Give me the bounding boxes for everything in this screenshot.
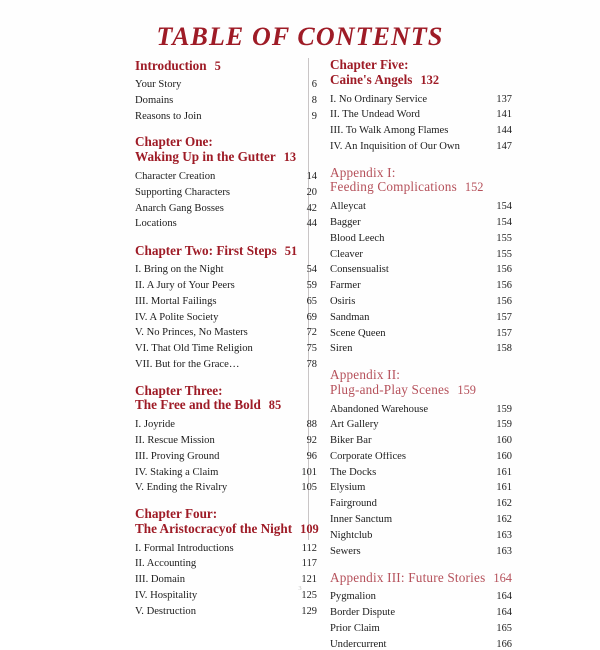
toc-entry[interactable]	[330, 547, 512, 558]
entry-page-number: 156	[496, 295, 512, 307]
toc-entry[interactable]	[330, 218, 512, 229]
toc-entry[interactable]	[135, 172, 317, 183]
toc-heading-chapter-two[interactable]	[135, 243, 317, 258]
page-title: TABLE OF CONTENTS	[156, 22, 444, 51]
toc-entry[interactable]	[330, 344, 512, 355]
entry-label: II. A Jury of Your Peers	[135, 281, 235, 292]
entry-page-number: 75	[306, 343, 317, 355]
entry-label: Alleycat	[330, 202, 366, 213]
heading-title: The Aristocracyof the Night	[135, 520, 293, 536]
entry-page-number: 164	[496, 591, 512, 603]
heading-page-number: 51	[284, 244, 298, 259]
entry-label: V. Ending the Rivalry	[135, 483, 228, 494]
entry-page-number: 144	[496, 125, 512, 137]
entry-page-number: 42	[306, 202, 317, 214]
entry-page-number: 72	[306, 327, 317, 339]
entry-page-number: 20	[306, 186, 317, 198]
heading-title: Caine's Angels	[330, 71, 413, 87]
heading-page-number: 85	[268, 398, 282, 413]
toc-entry[interactable]	[135, 328, 317, 339]
toc-entry[interactable]	[135, 96, 317, 107]
entry-label: I. Bring on the Night	[135, 265, 224, 276]
toc-entry[interactable]	[135, 420, 317, 431]
heading-line-2	[330, 180, 512, 195]
toc-entry[interactable]	[135, 313, 317, 324]
entry-page-number: 147	[496, 141, 512, 153]
entry-page-number: 154	[496, 217, 512, 229]
heading-page-number: 159	[457, 382, 476, 397]
entry-page-number: 92	[306, 435, 317, 447]
heading-page-number: 152	[464, 180, 484, 195]
entry-page-number: 161	[496, 466, 512, 478]
toc-entry[interactable]	[135, 559, 317, 570]
toc-columns	[0, 57, 600, 650]
toc-entry[interactable]	[330, 313, 512, 324]
entry-label: Sewers	[330, 546, 361, 557]
toc-entry[interactable]	[330, 405, 512, 416]
heading-line-2	[330, 383, 512, 398]
heading-title: Feeding Complications	[330, 179, 457, 195]
heading-line-1: Appendix I:	[330, 164, 396, 180]
entry-label: Elysium	[330, 483, 366, 494]
toc-entry[interactable]	[330, 624, 512, 635]
entry-label: Anarch Gang Bosses	[135, 203, 224, 214]
entry-page-number: 160	[496, 450, 512, 462]
entry-page-number: 159	[496, 419, 512, 431]
toc-column-left	[135, 58, 317, 617]
entry-label: Your Story	[135, 80, 182, 91]
toc-entry[interactable]	[330, 515, 512, 526]
heading-line-2	[135, 522, 317, 537]
heading-line-2	[135, 243, 317, 258]
entry-label: Reasons to Join	[135, 111, 202, 122]
entry-label: IV. An Inquisition of Our Own	[330, 142, 460, 153]
heading-line-1: Appendix II:	[330, 366, 401, 382]
heading-line-1: Chapter Three:	[135, 382, 223, 398]
entry-label: Locations	[135, 219, 177, 230]
heading-line-2	[135, 398, 317, 413]
entry-page-number: 159	[496, 403, 512, 415]
toc-entry[interactable]	[135, 112, 317, 123]
entry-page-number: 160	[496, 435, 512, 447]
entry-label: Border Dispute	[330, 608, 396, 619]
entry-page-number: 125	[301, 589, 317, 601]
entry-page-number: 88	[306, 419, 317, 431]
entry-page-number: 69	[306, 311, 317, 323]
entry-label: III. Domain	[135, 575, 186, 586]
toc-entry[interactable]	[135, 452, 317, 463]
toc-entry[interactable]	[135, 544, 317, 555]
entry-label: Character Creation	[135, 172, 216, 183]
heading-page-number: 109	[300, 521, 319, 536]
toc-heading-appendix-two[interactable]	[330, 368, 512, 398]
heading-title: Introduction	[135, 58, 207, 73]
entry-page-number: 96	[306, 450, 317, 462]
entry-page-number: 137	[496, 93, 512, 105]
entry-label: I. Formal Introductions	[135, 543, 234, 554]
heading-page-number: 5	[214, 59, 221, 73]
toc-entry[interactable]	[330, 110, 512, 121]
toc-entry[interactable]	[330, 234, 512, 245]
toc-entry[interactable]	[330, 499, 512, 510]
toc-entry[interactable]	[135, 297, 317, 308]
entry-label: Cleaver	[330, 249, 363, 260]
entry-label: The Docks	[330, 467, 377, 478]
entry-label: III. To Walk Among Flames	[330, 126, 449, 137]
entry-label: IV. Staking a Claim	[135, 467, 219, 478]
entry-page-number: 163	[496, 545, 512, 557]
entry-page-number: 162	[496, 498, 512, 510]
toc-entry[interactable]	[135, 468, 317, 479]
entry-page-number: 157	[496, 311, 512, 323]
toc-entry[interactable]	[330, 250, 512, 261]
toc-entry[interactable]	[135, 265, 317, 276]
entry-page-number: 158	[496, 343, 512, 355]
toc-entry[interactable]	[330, 202, 512, 213]
folio-page-number: 3	[298, 585, 302, 592]
toc-entry[interactable]	[330, 531, 512, 542]
heading-title: Appendix III: Future Stories	[330, 570, 486, 586]
toc-entry[interactable]	[135, 436, 317, 447]
entry-page-number: 6	[311, 79, 317, 91]
entry-label: III. Mortal Failings	[135, 296, 217, 307]
entry-page-number: 155	[496, 232, 512, 244]
entry-label: V. No Princes, No Masters	[135, 328, 248, 339]
heading-page-number: 132	[420, 72, 440, 87]
entry-page-number: 8	[311, 95, 317, 107]
heading-line-2	[330, 73, 512, 88]
toc-entry[interactable]	[135, 281, 317, 292]
entry-page-number: 155	[496, 248, 512, 260]
entry-label: Inner Sanctum	[330, 515, 393, 526]
toc-entry[interactable]	[135, 188, 317, 199]
heading-title: Plug-and-Play Scenes	[330, 381, 450, 397]
entry-label: V. Destruction	[135, 606, 197, 617]
entry-page-number: 141	[496, 109, 512, 121]
entry-label: Blood Leech	[330, 233, 385, 244]
toc-entry[interactable]	[330, 452, 512, 463]
entry-page-number: 44	[306, 218, 317, 230]
entry-page-number: 14	[306, 171, 317, 183]
toc-heading-chapter-one[interactable]	[135, 135, 317, 165]
entry-label: II. The Undead Word	[330, 110, 420, 121]
entry-page-number: 156	[496, 264, 512, 276]
toc-entry[interactable]	[330, 592, 512, 603]
entry-label: Nightclub	[330, 530, 373, 541]
toc-entry[interactable]	[330, 95, 512, 106]
entry-page-number: 101	[301, 466, 317, 478]
heading-line-2	[135, 58, 317, 73]
entry-label: Fairground	[330, 499, 377, 510]
heading-line-1: Chapter Four:	[135, 505, 218, 521]
entry-label: III. Proving Ground	[135, 451, 220, 462]
entry-page-number: 59	[306, 280, 317, 292]
entry-page-number: 105	[301, 482, 317, 494]
entry-page-number: 129	[301, 605, 317, 617]
entry-page-number: 78	[306, 358, 317, 370]
heading-title: Chapter Two: First Steps	[135, 243, 277, 259]
toc-entry[interactable]	[135, 607, 317, 618]
heading-line-1: Chapter One:	[135, 134, 213, 150]
toc-entry[interactable]	[330, 468, 512, 479]
entry-label: I. Joyride	[135, 420, 176, 431]
heading-page-number: 13	[283, 150, 297, 165]
entry-label: Bagger	[330, 218, 361, 229]
heading-line-2	[135, 150, 317, 165]
entry-label: Biker Bar	[330, 436, 372, 447]
toc-entry[interactable]	[330, 608, 512, 619]
toc-entry[interactable]	[330, 420, 512, 431]
entry-label: Sandman	[330, 312, 370, 323]
entry-label: Farmer	[330, 281, 361, 292]
toc-entry[interactable]	[330, 640, 512, 650]
entry-label: IV. A Polite Society	[135, 312, 219, 323]
toc-entry[interactable]	[330, 436, 512, 447]
toc-entry[interactable]	[330, 265, 512, 276]
toc-heading-appendix-three[interactable]	[330, 570, 512, 585]
entry-label: Corporate Offices	[330, 451, 406, 462]
entry-label: Art Gallery	[330, 420, 379, 431]
entry-label: Undercurrent	[330, 639, 387, 650]
heading-title: The Free and the Bold	[135, 397, 261, 413]
toc-entry[interactable]	[330, 126, 512, 137]
heading-page-number: 164	[493, 571, 512, 586]
toc-entry[interactable]	[135, 219, 317, 230]
entry-label: Abandoned Warehouse	[330, 404, 429, 415]
toc-column-right	[330, 58, 512, 650]
toc-entry[interactable]	[135, 483, 317, 494]
entry-label: VI. That Old Time Religion	[135, 344, 253, 355]
entry-page-number: 117	[301, 558, 317, 570]
entry-page-number: 161	[496, 482, 512, 494]
entry-page-number: 162	[496, 514, 512, 526]
toc-entry[interactable]	[330, 297, 512, 308]
toc-entry[interactable]	[330, 483, 512, 494]
entry-page-number: 163	[496, 529, 512, 541]
entry-label: Domains	[135, 96, 174, 107]
entry-label: II. Accounting	[135, 559, 197, 570]
entry-page-number: 157	[496, 327, 512, 339]
entry-label: VII. But for the Grace…	[135, 359, 240, 370]
heading-line-1: Chapter Five:	[330, 57, 409, 72]
entry-label: Consensualist	[330, 265, 389, 276]
entry-page-number: 54	[306, 264, 317, 276]
entry-page-number: 9	[311, 110, 317, 122]
entry-label: Pygmalion	[330, 592, 376, 603]
toc-heading-chapter-five[interactable]	[330, 58, 512, 88]
entry-page-number: 121	[301, 574, 317, 586]
entry-label: Osiris	[330, 296, 356, 307]
entry-label: Scene Queen	[330, 328, 386, 339]
toc-entry[interactable]	[135, 344, 317, 355]
entry-label: Prior Claim	[330, 624, 380, 635]
entry-label: Supporting Characters	[135, 187, 231, 198]
entry-label: I. No Ordinary Service	[330, 94, 428, 105]
entry-page-number: 164	[496, 607, 512, 619]
entry-page-number: 112	[301, 542, 317, 554]
entry-page-number: 156	[496, 280, 512, 292]
entry-label: Siren	[330, 344, 353, 355]
toc-heading-appendix-one[interactable]	[330, 166, 512, 196]
entry-page-number: 165	[496, 623, 512, 635]
toc-heading-introduction[interactable]	[135, 58, 317, 73]
toc-heading-chapter-four[interactable]	[135, 507, 317, 537]
toc-entry[interactable]	[135, 204, 317, 215]
toc-heading-chapter-three[interactable]	[135, 384, 317, 414]
toc-entry[interactable]	[330, 142, 512, 153]
toc-entry[interactable]	[135, 80, 317, 91]
toc-entry[interactable]	[330, 281, 512, 292]
toc-entry[interactable]	[135, 360, 317, 371]
entry-page-number: 154	[496, 201, 512, 213]
entry-page-number: 166	[496, 638, 512, 650]
entry-label: IV. Hospitality	[135, 590, 198, 601]
entry-label: II. Rescue Mission	[135, 436, 215, 447]
heading-title: Waking Up in the Gutter	[135, 149, 276, 165]
toc-entry[interactable]	[330, 329, 512, 340]
heading-line-2	[330, 570, 512, 585]
entry-page-number: 65	[306, 295, 317, 307]
